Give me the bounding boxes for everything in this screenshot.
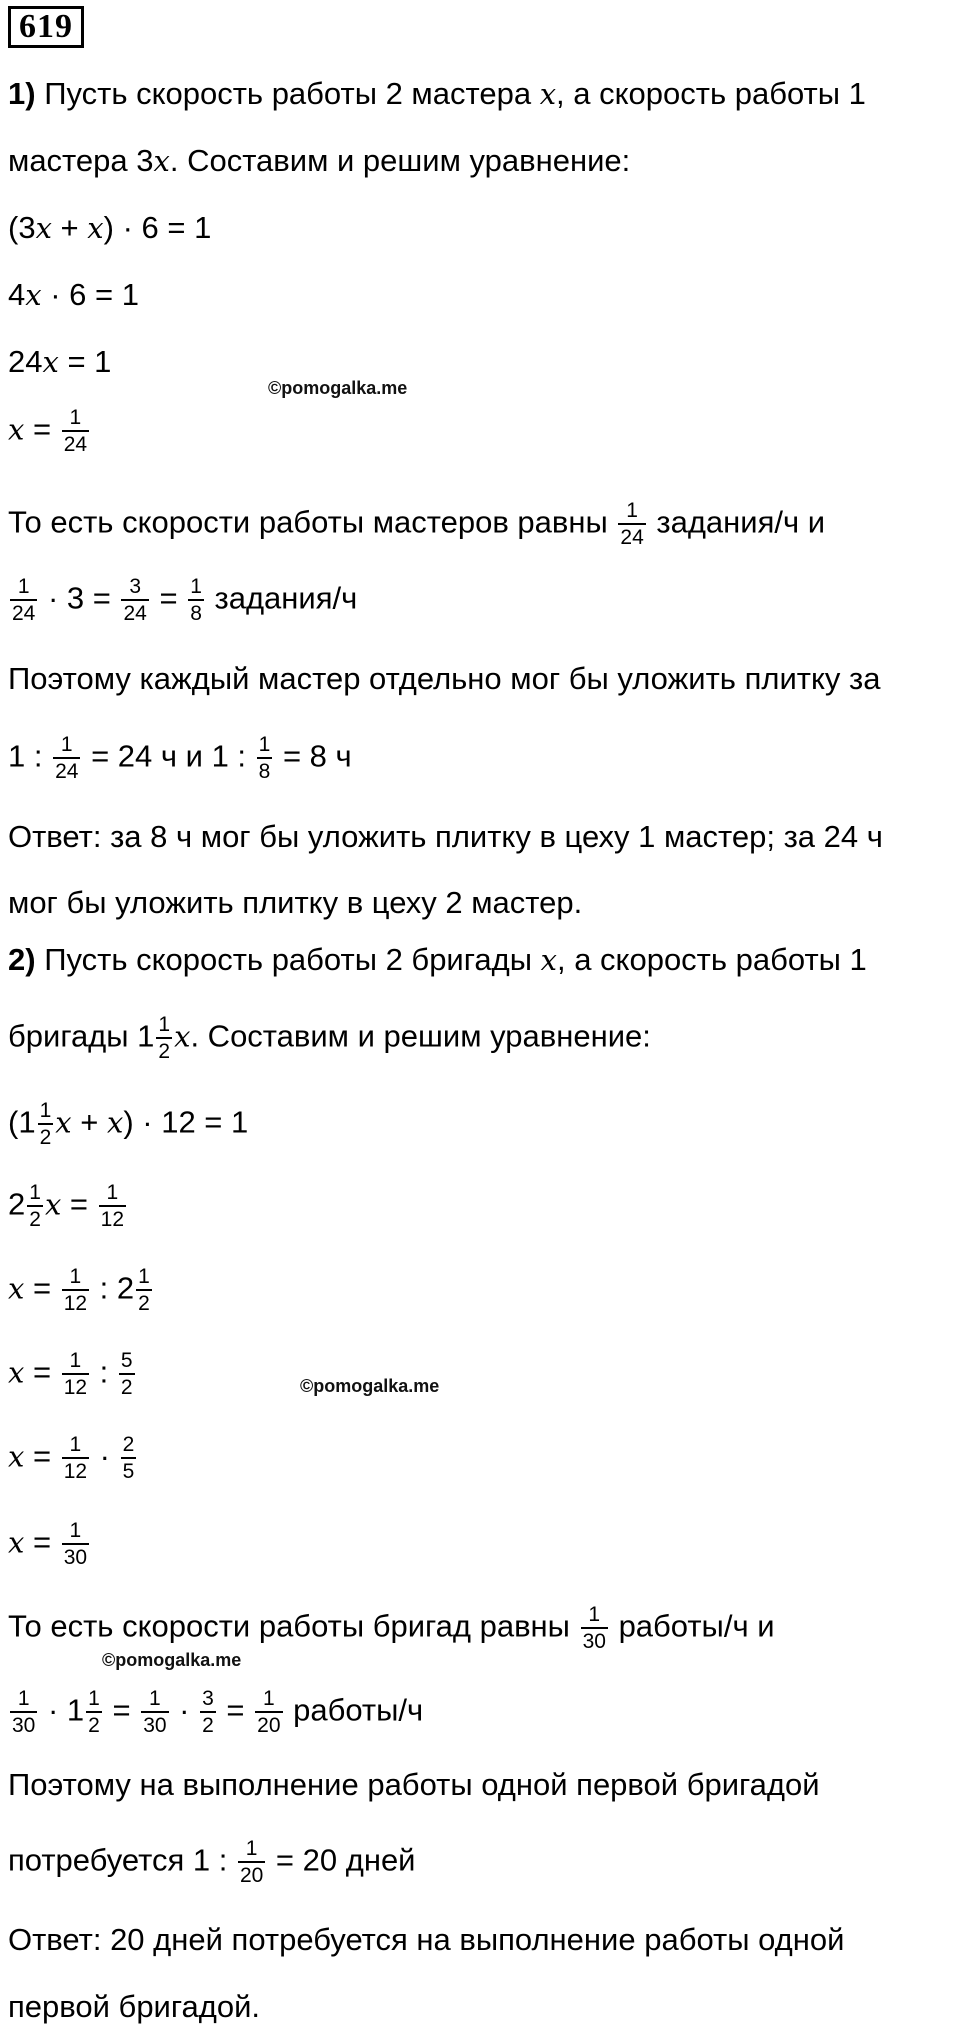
fraction <box>257 732 273 784</box>
fraction <box>62 1264 89 1316</box>
part2-label: 2) <box>8 942 36 977</box>
denominator: 24 <box>62 430 89 457</box>
numerator: 1 <box>138 1265 150 1288</box>
text: = <box>150 580 187 616</box>
watermark: ©pomogalka.me <box>102 1650 242 1670</box>
fraction <box>38 1098 54 1150</box>
text: бригады 1 <box>8 1018 155 1054</box>
text: , а скорость работы 1 <box>556 942 867 977</box>
text: ) · 12 = 1 <box>123 1104 249 1140</box>
part1-speeds-line1 <box>8 498 825 550</box>
part1-speeds-line2 <box>8 574 357 626</box>
fraction <box>121 574 148 626</box>
denominator: 5 <box>121 1457 137 1484</box>
text: работы/ч <box>293 1692 424 1728</box>
fraction <box>53 732 80 784</box>
part2-eq4 <box>8 1348 137 1400</box>
text: = <box>24 1524 60 1560</box>
text: (3 <box>8 210 36 245</box>
fraction <box>62 1518 89 1570</box>
text: = 1 <box>58 344 112 379</box>
part2-eq2 <box>8 1180 128 1232</box>
var-x: x <box>174 1019 191 1054</box>
part1-eq3 <box>8 346 111 377</box>
var-x: x <box>87 211 104 245</box>
fraction <box>121 1432 137 1484</box>
var-x: x <box>42 345 59 379</box>
denominator: 30 <box>10 1711 37 1738</box>
fraction <box>200 1686 216 1738</box>
denominator: 30 <box>581 1627 608 1654</box>
watermark: ©pomogalka.me <box>300 1376 440 1396</box>
part2-eq5 <box>8 1432 138 1484</box>
denominator: 30 <box>141 1711 168 1738</box>
text: : 2 <box>91 1270 135 1306</box>
denominator: 20 <box>255 1711 282 1738</box>
text: = <box>61 1186 97 1222</box>
text: = <box>103 1692 140 1728</box>
numerator: 1 <box>69 1433 82 1456</box>
denominator: 24 <box>53 757 80 784</box>
fraction <box>62 1348 89 1400</box>
denominator: 24 <box>10 599 37 626</box>
part2-need-calc <box>8 1836 416 1888</box>
denominator: 20 <box>238 1861 265 1888</box>
var-x: x <box>44 1187 62 1222</box>
part1-each-text: Поэтому каждый мастер отдельно мог бы уложить плитку за <box>8 661 881 696</box>
text: = 8 ч <box>274 738 352 774</box>
fraction <box>238 1836 265 1888</box>
denominator: 2 <box>119 1373 135 1400</box>
text: Пусть скорость работы 2 бригады <box>44 942 532 977</box>
part2-intro-line1 <box>8 944 867 975</box>
numerator: 1 <box>17 575 30 598</box>
fraction <box>62 405 89 457</box>
part2-eq3 <box>8 1264 154 1316</box>
text: + <box>71 1104 107 1140</box>
var-x: x <box>8 1525 25 1560</box>
fraction <box>188 574 204 626</box>
text: · 1 <box>39 1692 85 1728</box>
numerator: 1 <box>626 499 638 522</box>
numerator: 1 <box>69 1519 82 1542</box>
denominator: 8 <box>188 599 204 626</box>
part1-eq4 <box>8 405 91 457</box>
numerator: 1 <box>88 1687 100 1710</box>
var-x: x <box>8 1355 25 1390</box>
part1-each-calc <box>8 732 352 784</box>
text: · 6 = 1 <box>41 277 139 312</box>
var-x: x <box>25 278 42 312</box>
numerator: 1 <box>149 1687 161 1710</box>
numerator: 1 <box>60 733 73 756</box>
denominator: 24 <box>618 523 645 550</box>
text: 4 <box>8 277 26 312</box>
numerator: 3 <box>129 575 141 598</box>
part2-intro-line2 <box>8 1012 651 1064</box>
fraction <box>27 1180 43 1232</box>
fraction <box>156 1012 172 1064</box>
text: работы/ч и <box>618 1608 775 1644</box>
problem-number: 619 <box>8 6 84 48</box>
text: + <box>51 210 88 245</box>
var-x: x <box>35 211 52 245</box>
numerator: 1 <box>158 1013 171 1036</box>
part2-eq1 <box>8 1098 248 1150</box>
fraction <box>618 498 645 550</box>
var-x: x <box>8 412 25 447</box>
text: Пусть скорость работы 2 мастера <box>44 76 532 111</box>
part1-intro-line2 <box>8 145 630 176</box>
numerator: 1 <box>106 1181 119 1204</box>
numerator: 1 <box>17 1687 30 1710</box>
text: = <box>24 1354 60 1390</box>
fraction <box>99 1180 126 1232</box>
numerator: 1 <box>69 1349 82 1372</box>
numerator: 1 <box>190 575 202 598</box>
denominator: 12 <box>62 1289 89 1316</box>
part2-need-text: Поэтому на выполнение работы одной первой бригадой <box>8 1767 820 1802</box>
fraction <box>581 1602 608 1654</box>
text: мастера 3 <box>8 143 154 178</box>
text: = <box>24 1270 60 1306</box>
text: 1 : <box>8 738 52 774</box>
denominator: 12 <box>62 1373 89 1400</box>
part2-answer-line1: Ответ: 20 дней потребуется на выполнение работы одной <box>8 1922 845 1957</box>
text: = 24 ч и 1 : <box>82 738 255 774</box>
denominator: 2 <box>136 1289 152 1316</box>
text: · <box>170 1692 199 1728</box>
numerator: 1 <box>69 1265 82 1288</box>
fraction <box>86 1686 102 1738</box>
fraction <box>10 574 37 626</box>
text: , а скорость работы 1 <box>556 76 866 111</box>
numerator: 2 <box>122 1433 135 1456</box>
text: = 20 дней <box>267 1842 416 1878</box>
text: задания/ч и <box>656 504 826 540</box>
var-x: x <box>153 144 170 178</box>
denominator: 12 <box>99 1205 126 1232</box>
part1-intro-line1 <box>8 78 866 109</box>
watermark: ©pomogalka.me <box>268 378 408 398</box>
denominator: 2 <box>200 1711 216 1738</box>
fraction <box>62 1432 89 1484</box>
numerator: 1 <box>258 733 271 756</box>
text: задания/ч <box>214 580 358 616</box>
var-x: x <box>539 77 557 111</box>
text: = <box>24 1438 60 1474</box>
text: потребуется 1 : <box>8 1842 236 1878</box>
var-x: x <box>8 1439 25 1474</box>
denominator: 24 <box>121 599 148 626</box>
text: = <box>24 411 60 447</box>
numerator: 1 <box>262 1687 275 1710</box>
part1-label: 1) <box>8 76 36 111</box>
denominator: 12 <box>62 1457 89 1484</box>
numerator: 5 <box>120 1349 133 1372</box>
denominator: 2 <box>38 1123 54 1150</box>
part1-answer-line2: мог бы уложить плитку в цеху 2 мастер. <box>8 885 583 920</box>
text: · 3 = <box>39 580 120 616</box>
text: (1 <box>8 1104 36 1140</box>
numerator: 1 <box>588 1603 601 1626</box>
text: То есть скорости работы мастеров равны <box>8 504 608 540</box>
text: = <box>217 1692 254 1728</box>
text: 2 <box>8 1186 26 1222</box>
denominator: 2 <box>86 1711 102 1738</box>
part2-speeds-line1 <box>8 1602 775 1654</box>
numerator: 1 <box>39 1099 52 1122</box>
part2-speeds-line2 <box>8 1686 423 1738</box>
var-x: x <box>55 1105 72 1140</box>
part1-eq2 <box>8 279 139 310</box>
numerator: 3 <box>202 1687 214 1710</box>
numerator: 1 <box>29 1181 41 1204</box>
text: 24 <box>8 344 43 379</box>
denominator: 2 <box>156 1037 172 1064</box>
var-x: x <box>8 1271 25 1306</box>
denominator: 2 <box>27 1205 43 1232</box>
numerator: 1 <box>69 406 82 429</box>
part2-eq6 <box>8 1518 91 1570</box>
var-x: x <box>540 943 557 977</box>
text: . Составим и решим уравнение: <box>190 1018 651 1054</box>
part1-answer-line1: Ответ: за 8 ч мог бы уложить плитку в цеху 1 мастер; за 24 ч <box>8 819 883 854</box>
denominator: 8 <box>257 757 273 784</box>
part1-eq1 <box>8 212 211 243</box>
text: То есть скорости работы бригад равны <box>8 1608 570 1644</box>
numerator: 1 <box>245 1837 258 1860</box>
fraction <box>141 1686 168 1738</box>
text: ) · 6 = 1 <box>103 210 212 245</box>
var-x: x <box>106 1105 124 1140</box>
part2-answer-line2: первой бригадой. <box>8 1989 260 2024</box>
text: : <box>91 1354 117 1390</box>
fraction <box>136 1264 152 1316</box>
denominator: 30 <box>62 1543 89 1570</box>
fraction <box>10 1686 37 1738</box>
fraction <box>255 1686 282 1738</box>
fraction <box>119 1348 135 1400</box>
text: · <box>91 1438 119 1474</box>
text: . Составим и решим уравнение: <box>169 143 631 178</box>
